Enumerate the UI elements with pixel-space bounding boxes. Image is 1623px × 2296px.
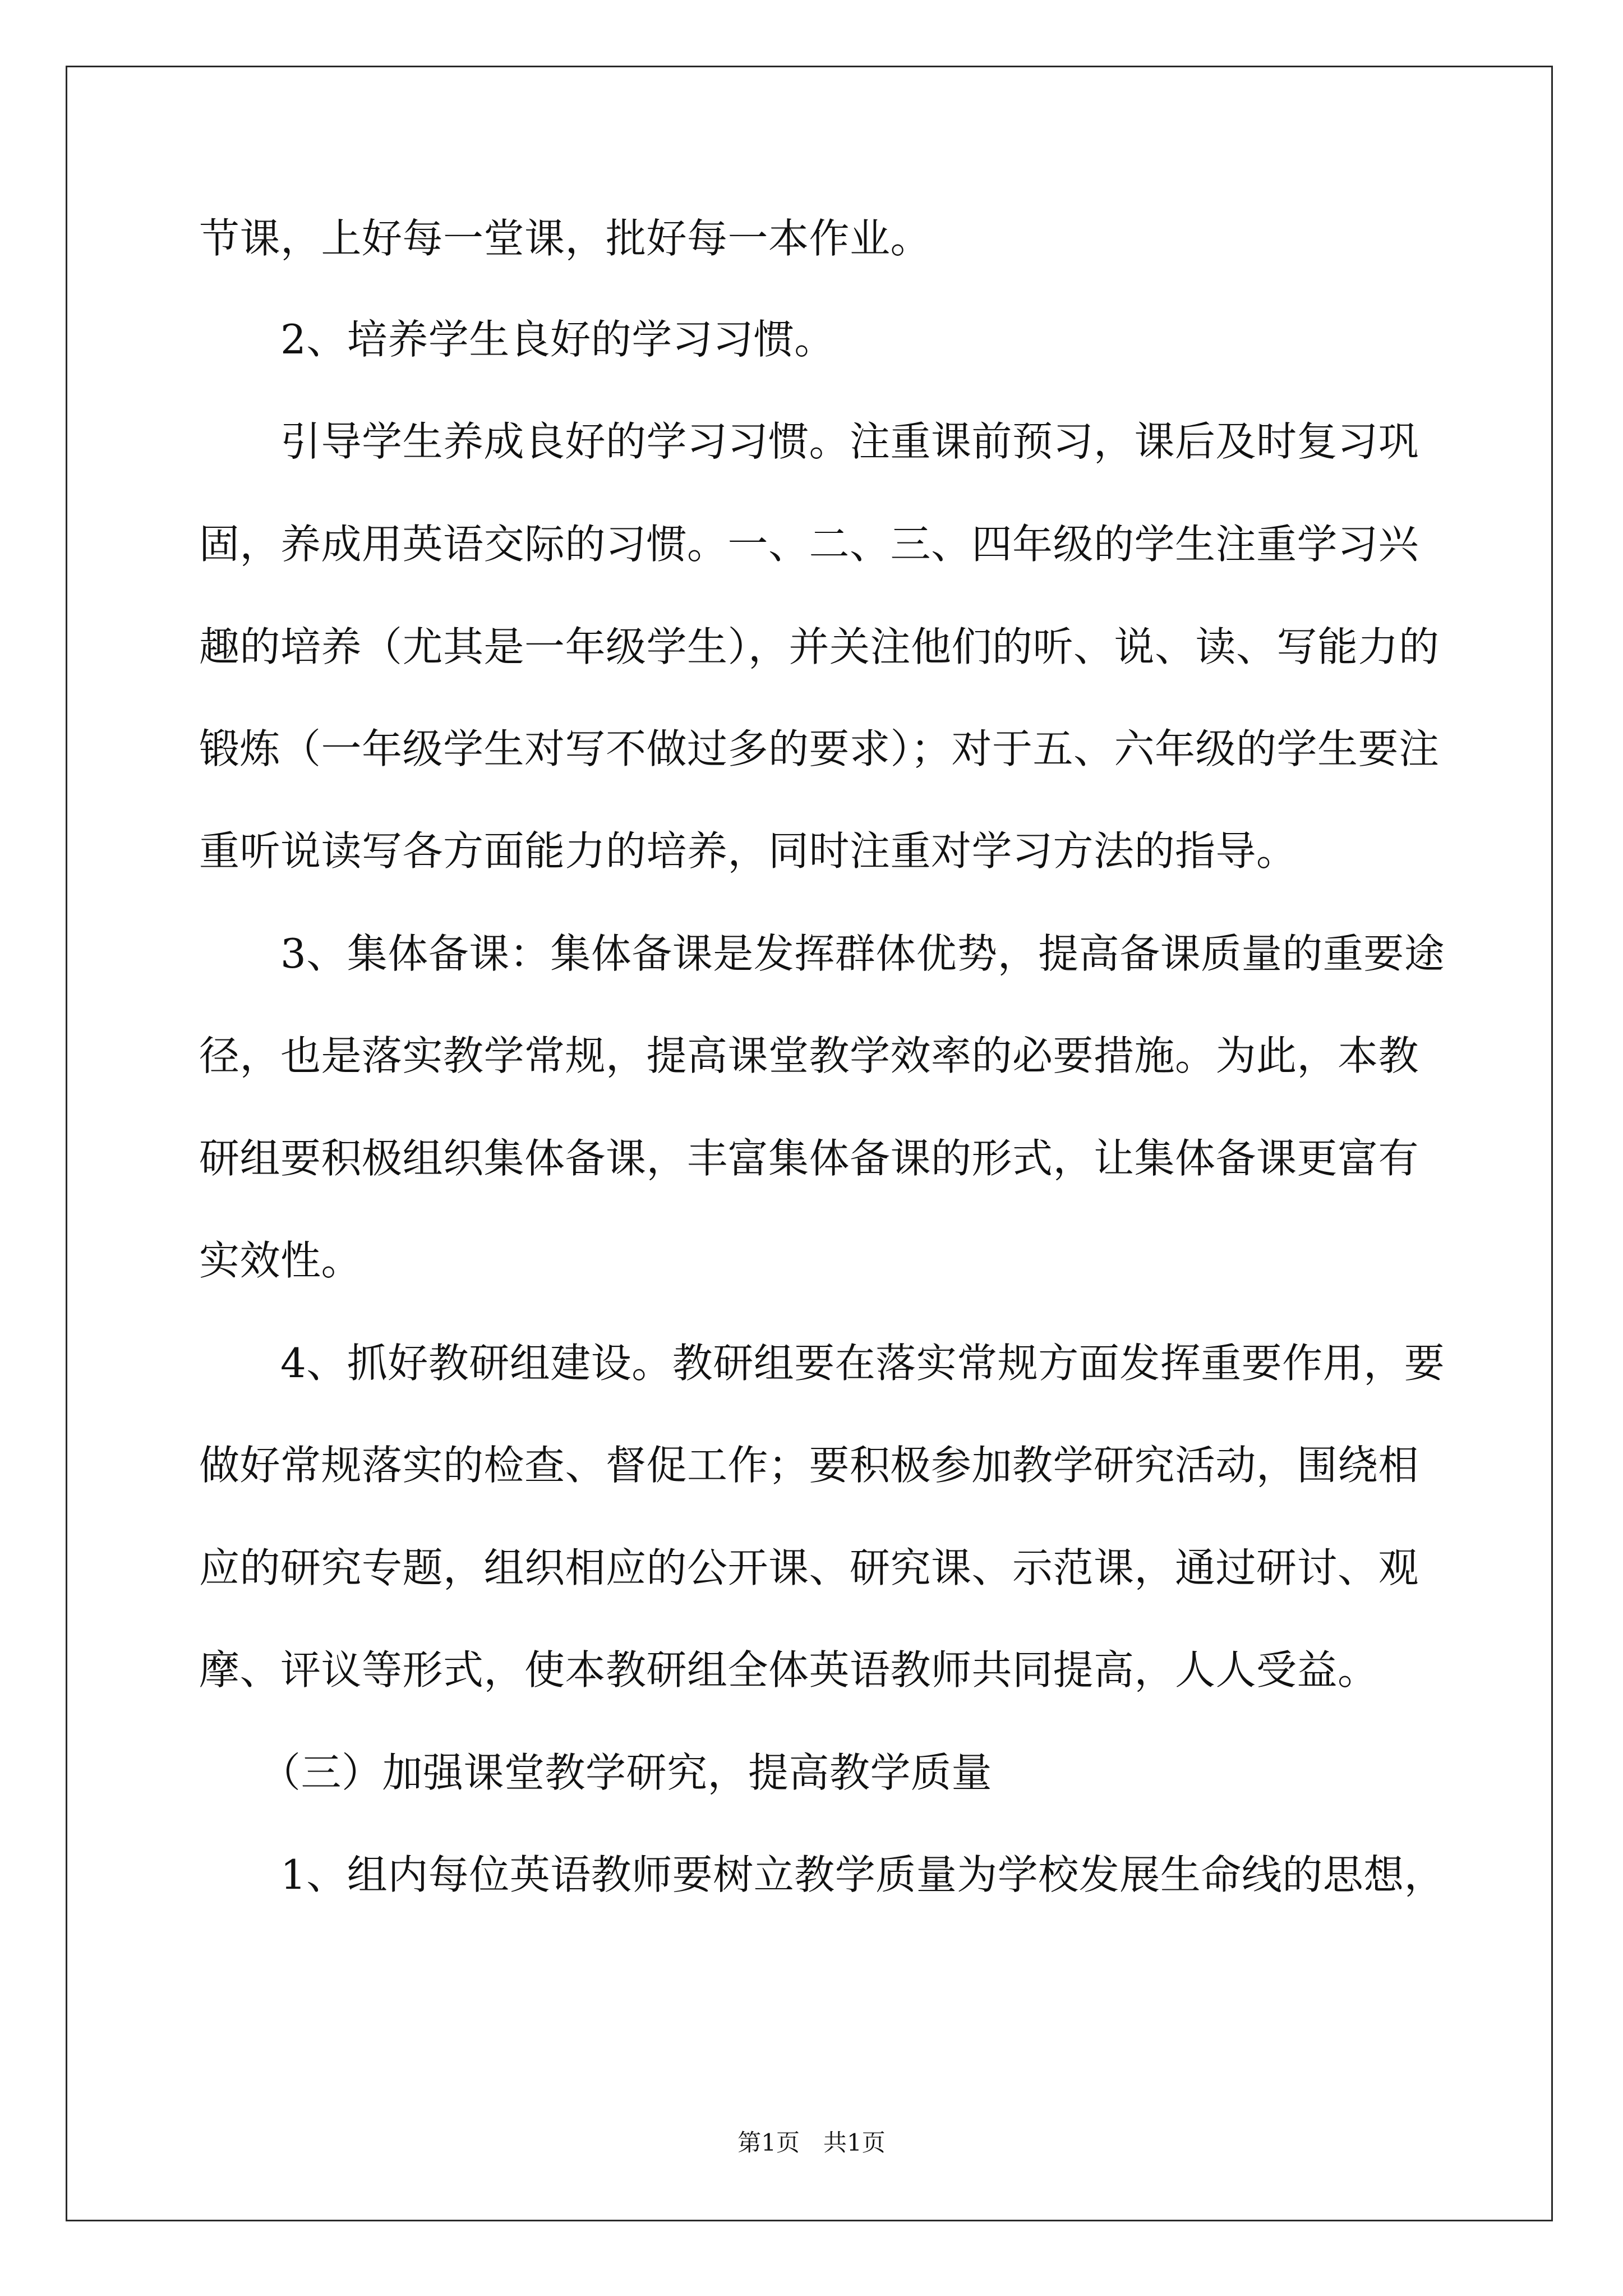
text-line: 研组要积极组织集体备课，丰富集体备课的形式，让集体备课更富有 xyxy=(199,1135,1419,1182)
text-line: 节课，上好每一堂课，批好每一本作业。 xyxy=(199,215,932,262)
text-line: 实效性。 xyxy=(199,1237,362,1284)
text-line: 做好常规落实的检查、督促工作；要积极参加教学研究活动，围绕相 xyxy=(199,1442,1419,1489)
text-line: 1、组内每位英语教师要树立教学质量为学校发展生命线的思想， xyxy=(199,1851,1445,1898)
text-line: 引导学生养成良好的学习习惯。注重课前预习，课后及时复习巩 xyxy=(199,418,1419,465)
text-line: 趣的培养（尤其是一年级学生），并关注他们的听、说、读、写能力的 xyxy=(199,623,1440,670)
text-line: 重听说读写各方面能力的培养，同时注重对学习方法的指导。 xyxy=(199,827,1297,875)
text-line: 3、集体备课：集体备课是发挥群体优势，提高备课质量的重要途 xyxy=(199,930,1445,977)
text-line: 锻炼（一年级学生对写不做过多的要求）；对于五、六年级的学生要注 xyxy=(199,725,1440,772)
text-line: 径，也是落实教学常规，提高课堂教学效率的必要措施。为此，本教 xyxy=(199,1032,1419,1079)
section-heading: （三）加强课堂教学研究，提高教学质量 xyxy=(199,1749,993,1796)
page-footer: 第1页 共1页 xyxy=(737,2129,886,2156)
text-line: 2、培养学生良好的学习习惯。 xyxy=(199,316,835,363)
text-line: 4、抓好教研组建设。教研组要在落实常规方面发挥重要作用，要 xyxy=(199,1340,1445,1387)
text-line: 固，养成用英语交际的习惯。一、二、三、四年级的学生注重学习兴 xyxy=(199,521,1419,568)
text-line: 应的研究专题，组织相应的公开课、研究课、示范课，通过研讨、观 xyxy=(199,1544,1419,1591)
text-line: 摩、评议等形式，使本教研组全体英语教师共同提高，人人受益。 xyxy=(199,1646,1378,1694)
